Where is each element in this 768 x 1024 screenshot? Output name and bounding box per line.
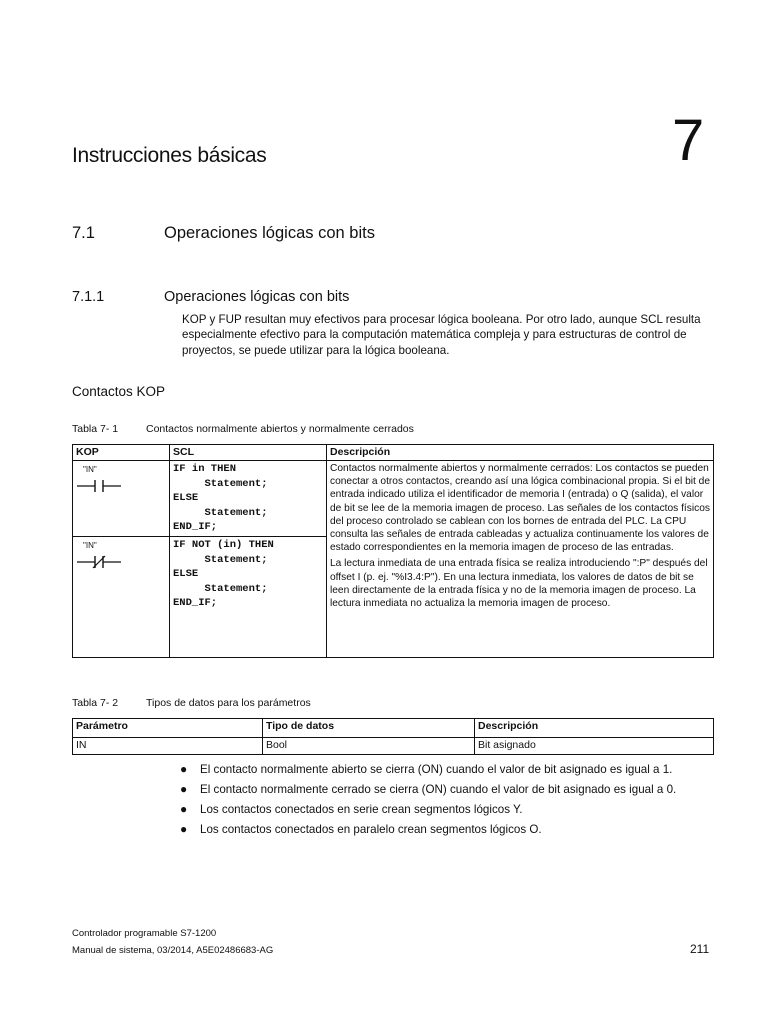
bullet-dot-icon: ● — [180, 802, 188, 816]
footer-product: Controlador programable S7-1200 — [72, 928, 217, 939]
scl-code-nc: IF NOT (in) THEN Statement; ELSE Statement; END_IF; — [170, 536, 327, 657]
contact-operand-label: "IN" — [83, 465, 97, 474]
table2-caption: Tipos de datos para los parámetros — [146, 697, 311, 709]
description-paragraph-2: La lectura inmediata de una entrada física se realiza introduciendo ":P" después del offset I (p. ej. "%I3.4:P"). En una lectura inmediata, los valores de datos de bit se leen directamente de la entrada física y no de la memoria imagen de proceso. La lectura inmediata no actualiza la memoria imagen de proceso. — [330, 558, 708, 610]
bullet-dot-icon: ● — [180, 822, 188, 836]
table-row — [73, 461, 714, 537]
subsection-title: Operaciones lógicas con bits — [164, 289, 350, 305]
list-item — [180, 822, 720, 837]
table-header-row — [73, 719, 714, 738]
section-title: Operaciones lógicas con bits — [164, 224, 375, 242]
type-cell: Bool — [263, 738, 475, 755]
bullet-text: El contacto normalmente abierto se cierra (ON) cuando el valor de bit asignado es igual a 1. — [200, 763, 673, 776]
kop-nc-contact — [73, 536, 170, 657]
list-item — [180, 782, 720, 797]
table2-label: Tabla 7- 2 — [72, 697, 119, 709]
header-description: Descripción — [327, 445, 714, 461]
parameters-table — [72, 718, 714, 755]
chapter-title: Instrucciones básicas — [72, 144, 267, 167]
contacts-table — [72, 444, 714, 658]
list-item — [180, 762, 720, 777]
bullet-text: El contacto normalmente cerrado se cierra (ON) cuando el valor de bit asignado es igual a 0. — [200, 783, 677, 796]
description-cell — [327, 461, 714, 658]
list-item — [180, 802, 720, 817]
scl-code-no: IF in THEN Statement; ELSE Statement; END_IF; — [170, 461, 327, 537]
header-kop: KOP — [73, 445, 170, 461]
page-number: 211 — [690, 942, 710, 956]
header-description: Descripción — [475, 719, 714, 738]
contacts-heading: Contactos KOP — [72, 384, 166, 399]
intro-paragraph: KOP y FUP resultan muy efectivos para procesar lógica booleana. Por otro lado, aunque SCL resulta especialmente efectivo para la computación matemática compleja y para estructuras de control de proyectos, se puede utilizar para la lógica booleana. — [182, 313, 701, 357]
footer-manual: Manual de sistema, 03/2014, A5E02486683-AG — [72, 945, 274, 956]
header-scl: SCL — [170, 445, 327, 461]
table1-caption: Contactos normalmente abiertos y normalmente cerrados — [146, 423, 414, 435]
param-cell: IN — [73, 738, 263, 755]
desc-cell: Bit asignado — [475, 738, 714, 755]
bullet-dot-icon: ● — [180, 782, 188, 796]
header-data-type: Tipo de datos — [263, 719, 475, 738]
table-header-row — [73, 445, 714, 461]
bullet-dot-icon: ● — [180, 762, 188, 776]
description-paragraph-1: Contactos normalmente abiertos y normalmente cerrados: Los contactos se pueden conectar a otros contactos, creando así una lógica combinacional propia. Si el bit de entrada indicado utiliza el identificador de memoria I (entrada) o Q (salida), el valor de bit se lee de la memoria imagen de proceso. Las señales de los contactos físicos del proceso controlado se cablean con los bornes de entrada del PLC. La CPU consulta las señales de entrada cableadas y actualiza continuamente los valores de estado correspondientes en la memoria imagen de proceso de las entradas. — [330, 463, 710, 554]
kop-no-contact — [73, 461, 170, 537]
normally-open-contact-icon — [77, 479, 137, 493]
table-row — [73, 738, 714, 755]
bullet-text: Los contactos conectados en paralelo crean segmentos lógicos O. — [200, 823, 542, 836]
contact-operand-label: "IN" — [83, 540, 97, 550]
chapter-number: 7 — [672, 108, 705, 173]
section-number: 7.1 — [72, 224, 95, 242]
normally-closed-contact-icon — [77, 555, 137, 569]
header-parameter: Parámetro — [73, 719, 263, 738]
bullet-text: Los contactos conectados en serie crean segmentos lógicos Y. — [200, 803, 523, 816]
bullet-list — [180, 762, 720, 842]
table1-label: Tabla 7- 1 — [72, 423, 119, 435]
subsection-number: 7.1.1 — [72, 289, 105, 305]
